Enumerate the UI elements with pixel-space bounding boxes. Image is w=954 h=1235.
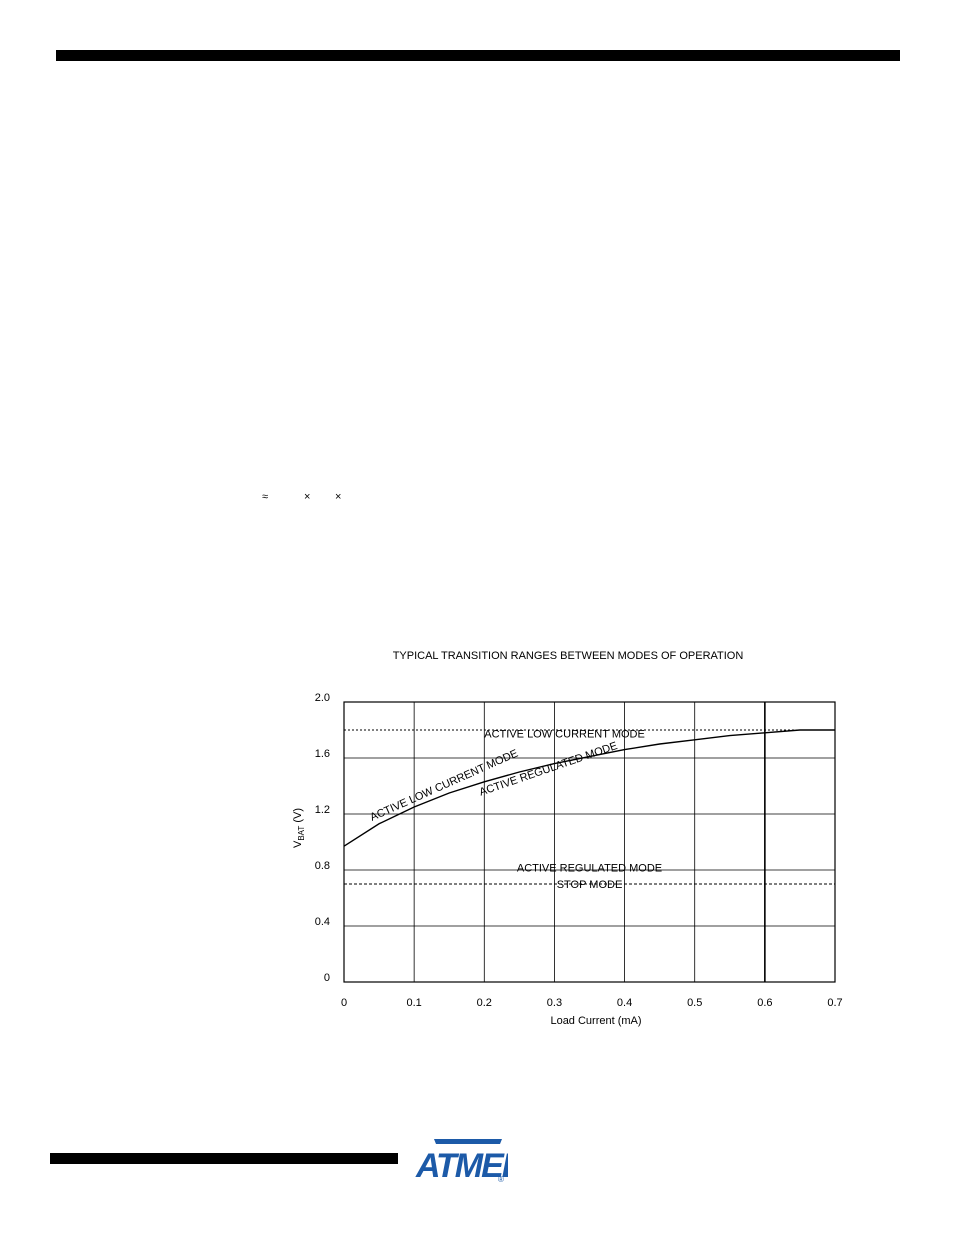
y-tick-label: 1.2 — [314, 804, 330, 816]
x-tick-label: 0.3 — [546, 997, 563, 1009]
logo-registered-mark: ® — [498, 1175, 504, 1184]
chart-series — [344, 730, 835, 846]
chart-annotation: ACTIVE REGULATED MODE — [477, 739, 620, 799]
times-symbol: × — [335, 491, 342, 503]
plot-frame — [344, 702, 835, 982]
chart-annotation: ACTIVE LOW CURRENT MODE — [368, 747, 520, 824]
x-tick-label: 0.2 — [476, 997, 492, 1009]
atmel-logo-icon — [412, 1136, 508, 1184]
x-tick-label: 0.4 — [616, 997, 633, 1009]
y-tick-label: 1.6 — [314, 748, 330, 760]
times-symbol: × — [304, 491, 311, 503]
y-tick-label: 2.0 — [314, 692, 330, 704]
chart-annotation: ACTIVE LOW CURRENT MODE — [484, 728, 645, 741]
footer-bar — [50, 1153, 398, 1164]
logo-text: ATME — [416, 1147, 502, 1184]
y-tick-label: 0.8 — [314, 860, 330, 872]
approx-symbol: ≈ — [262, 491, 269, 503]
annotations — [368, 729, 662, 892]
y-axis-label-main: V — [292, 840, 304, 849]
y-axis-label-unit: (V) — [292, 807, 304, 826]
chart-annotation: ACTIVE REGULATED MODE — [516, 862, 663, 875]
chart-grid — [344, 702, 835, 982]
x-tick-label: 0.7 — [827, 997, 843, 1009]
x-tick-label: 0.5 — [687, 997, 703, 1009]
y-tick-label: 0 — [323, 972, 330, 984]
x-tick-label: 0.1 — [406, 997, 422, 1009]
atmel-logo — [412, 1136, 508, 1184]
x-tick-label: 0.6 — [757, 997, 773, 1009]
y-tick-label: 0.4 — [314, 916, 330, 928]
x-tick-label: 0 — [340, 997, 348, 1009]
reference-lines — [344, 702, 835, 982]
logo-swoosh — [434, 1139, 502, 1144]
chart-title: TYPICAL TRANSITION RANGES BETWEEN MODES OF OPERATION — [392, 650, 744, 662]
y-axis-label — [292, 808, 306, 848]
y-axis-label-sub: BAT — [297, 825, 306, 841]
series-line — [344, 730, 835, 846]
x-axis-label: Load Current (mA) — [550, 1015, 642, 1027]
chart-annotation: STOP MODE — [556, 879, 623, 892]
